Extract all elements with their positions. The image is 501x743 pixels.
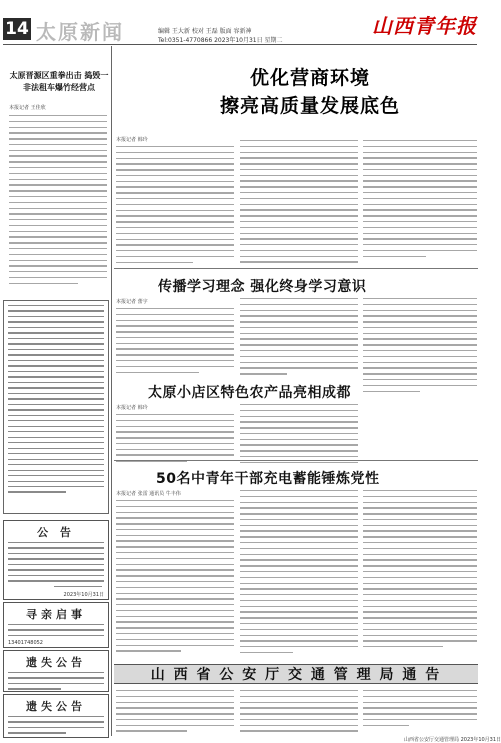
traffic-notice-title: 山 西 省 公 安 厅 交 通 管 理 局 通 告 [150,667,442,683]
page-number: 14 [3,18,31,40]
loss-notice-2-title: 遗失公告 [26,700,86,713]
headline-col3 [363,140,477,261]
loss-notice-2-body [4,714,108,734]
section2-title: 传播学习理念 强化终身学习意识 [158,279,367,295]
section2-col2 [240,298,358,379]
headline-col1 [116,146,234,267]
missing-person-body [4,622,108,636]
missing-person-phone: 13401748052 [8,640,43,647]
left-article-title: 太原晋源区重拳出击 捣毁一非法租车爆竹经营点 [9,71,109,92]
headline-col2 [240,140,358,267]
loss-notice-1-body [4,670,108,690]
date-line: Tel:0351-4770866 2023年10月31日 星期二 [158,37,283,44]
notice-box-text [8,305,104,493]
public-notice-date: 2023年10月31日 [63,592,104,599]
section3-byline: 本报记者 韩玲 [116,405,148,411]
section2-col1 [116,308,234,377]
newspaper-logo: 山西青年报 [372,14,477,38]
traffic-notice-banner [114,664,478,684]
divider-1 [114,268,478,269]
section3-col2 [240,404,358,468]
loss-notice-1-title: 遗失公告 [26,656,86,669]
main-headline [158,64,462,120]
public-notice-body [4,540,108,587]
traffic-notice-col3 [363,690,477,730]
section4-col2 [240,490,358,658]
traffic-notice-col1 [116,690,234,736]
page-header [0,0,480,44]
left-notice-box [3,300,109,514]
section3-title: 太原小店区特色农产品亮相成都 [148,385,351,401]
section-title: 太原新闻 [36,20,124,44]
public-notice-title: 公 告 [37,526,75,539]
main-headline-line2: 擦亮高质量发展底色 [219,95,400,117]
loss-notice-1 [3,650,109,692]
section3-col1 [116,414,234,466]
section4-col3 [363,490,477,652]
editor-line: 编辑 王大新 校对 王磊 版面 容新神 [158,28,252,35]
header-divider [3,44,477,45]
column-divider [111,46,112,736]
traffic-notice-col2 [240,690,358,736]
headline-byline: 本报记者 韩玲 [116,137,148,143]
section4-byline: 本报记者 张雷 通讯员 牛丰伟 [116,491,181,497]
section4-col1 [116,500,234,656]
missing-person-notice [3,602,109,648]
missing-person-title: 寻亲启事 [26,608,86,621]
main-headline-line1: 优化营商环境 [249,67,370,89]
public-notice [3,520,109,600]
left-article-body [9,115,107,288]
traffic-notice-signature: 山西省公安厅交通管理局 2023年10月31日 [404,737,501,743]
divider-2 [114,460,478,461]
section2-byline: 本报记者 蕾宇 [116,299,148,305]
section4-title: 50名中青年干部充电蓄能锤炼党性 [156,471,380,487]
loss-notice-2 [3,694,109,738]
section2-col3 [363,298,477,396]
left-article-author: 本报记者 王佳欣 [9,105,46,111]
